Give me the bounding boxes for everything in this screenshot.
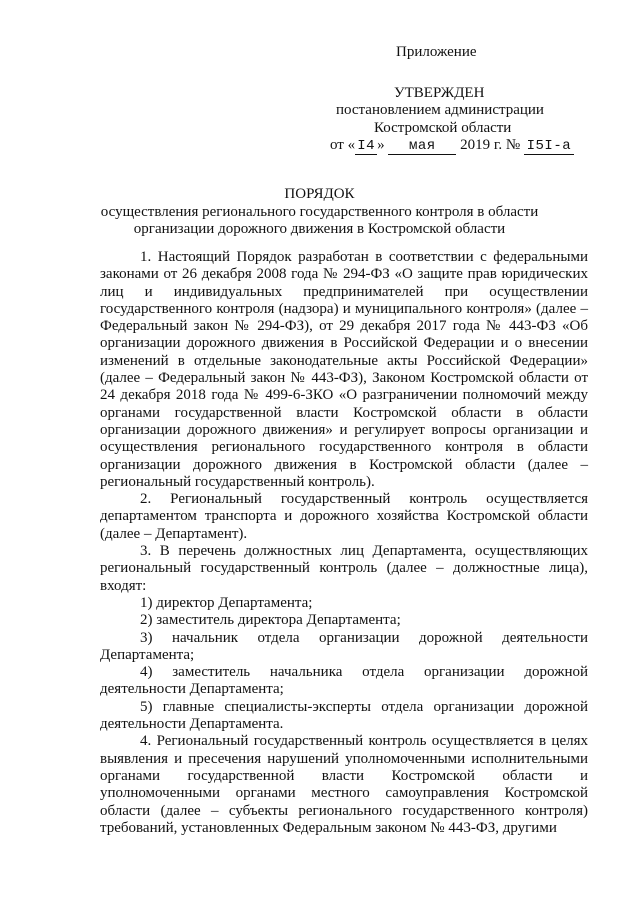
region-label: Костромской области (374, 120, 512, 136)
document-subtitle-line-1: осуществления регионального государственного контроля в области (100, 204, 539, 220)
list-item-4: 4) заместитель начальника отдела организации дорожной деятельности Департамента; (100, 664, 588, 698)
list-item-3: 3) начальник отдела организации дорожной деятельности Департамента; (100, 629, 588, 663)
document-title: ПОРЯДОК (284, 186, 355, 202)
decree-label: постановлением администрации (336, 102, 544, 118)
appendix-label: Приложение (396, 44, 477, 60)
handwritten-number: I5I-а (524, 139, 574, 155)
document-subtitle-line-2: организации дорожного движения в Костромской области (133, 221, 506, 237)
decree-date-line (330, 137, 574, 155)
approved-label: УТВЕРЖДЕН (394, 85, 485, 101)
list-item-2: 2) заместитель директора Департамента; (140, 612, 401, 629)
paragraph-1: 1. Настоящий Порядок разработан в соответствии с федеральными законами от 26 декабря 2008 года № 294-ФЗ «О защите прав юридических лиц и индивидуальных предпринимателей при осуществлении государственного контроля (надзора) и муниципального контроля» (далее – Федеральный закон № 294-ФЗ), от 29 декабря 2017 года № 443-ФЗ «Об организации дорожного движения в Российской Федерации и о внесении изменений в отдельные законодательные акты Российской Федерации» (далее – Федеральный закон № 443-ФЗ), Законом Костромской области от 24 декабря 2018 года № 499-6-ЗКО «О разграничении полномочий между органами государственной власти Костромской области в области организации дорожного движения» и регулирует вопросы организации и осуществления регионального государственного контроля в области организации дорожного движения в Костромской области (далее – региональный государственный контроль). (100, 249, 588, 490)
list-item-1: 1) директор Департамента; (140, 594, 313, 611)
year-and-number-label: 2019 г. № (460, 137, 521, 153)
date-quote-close: » (377, 137, 385, 153)
paragraph-3: 3. В перечень должностных лиц Департамента, осуществляющих региональный государственный контроль (далее – должностные лица), входят: (100, 543, 588, 594)
handwritten-month: мая (388, 139, 456, 155)
document-body (100, 249, 588, 837)
list-item-5: 5) главные специалисты-эксперты отдела организации дорожной деятельности Департамента. (100, 698, 588, 733)
date-prefix: от « (330, 137, 356, 153)
paragraph-2: 2. Региональный государственный контроль осуществляется департаментом транспорта и дорожного хозяйства Костромской области (далее – Департамент). (100, 491, 588, 542)
paragraph-4: 4. Региональный государственный контроль осуществляется в целях выявления и пресечения нарушений уполномоченными исполнительными органами государственной власти Костромской области и уполномоченными органами местного самоуправления Костромской области (далее – субъекты регионального государственного контроля) требований, установленных Федеральным законом № 443-ФЗ, другими (100, 733, 588, 836)
handwritten-day: I4 (355, 139, 377, 155)
